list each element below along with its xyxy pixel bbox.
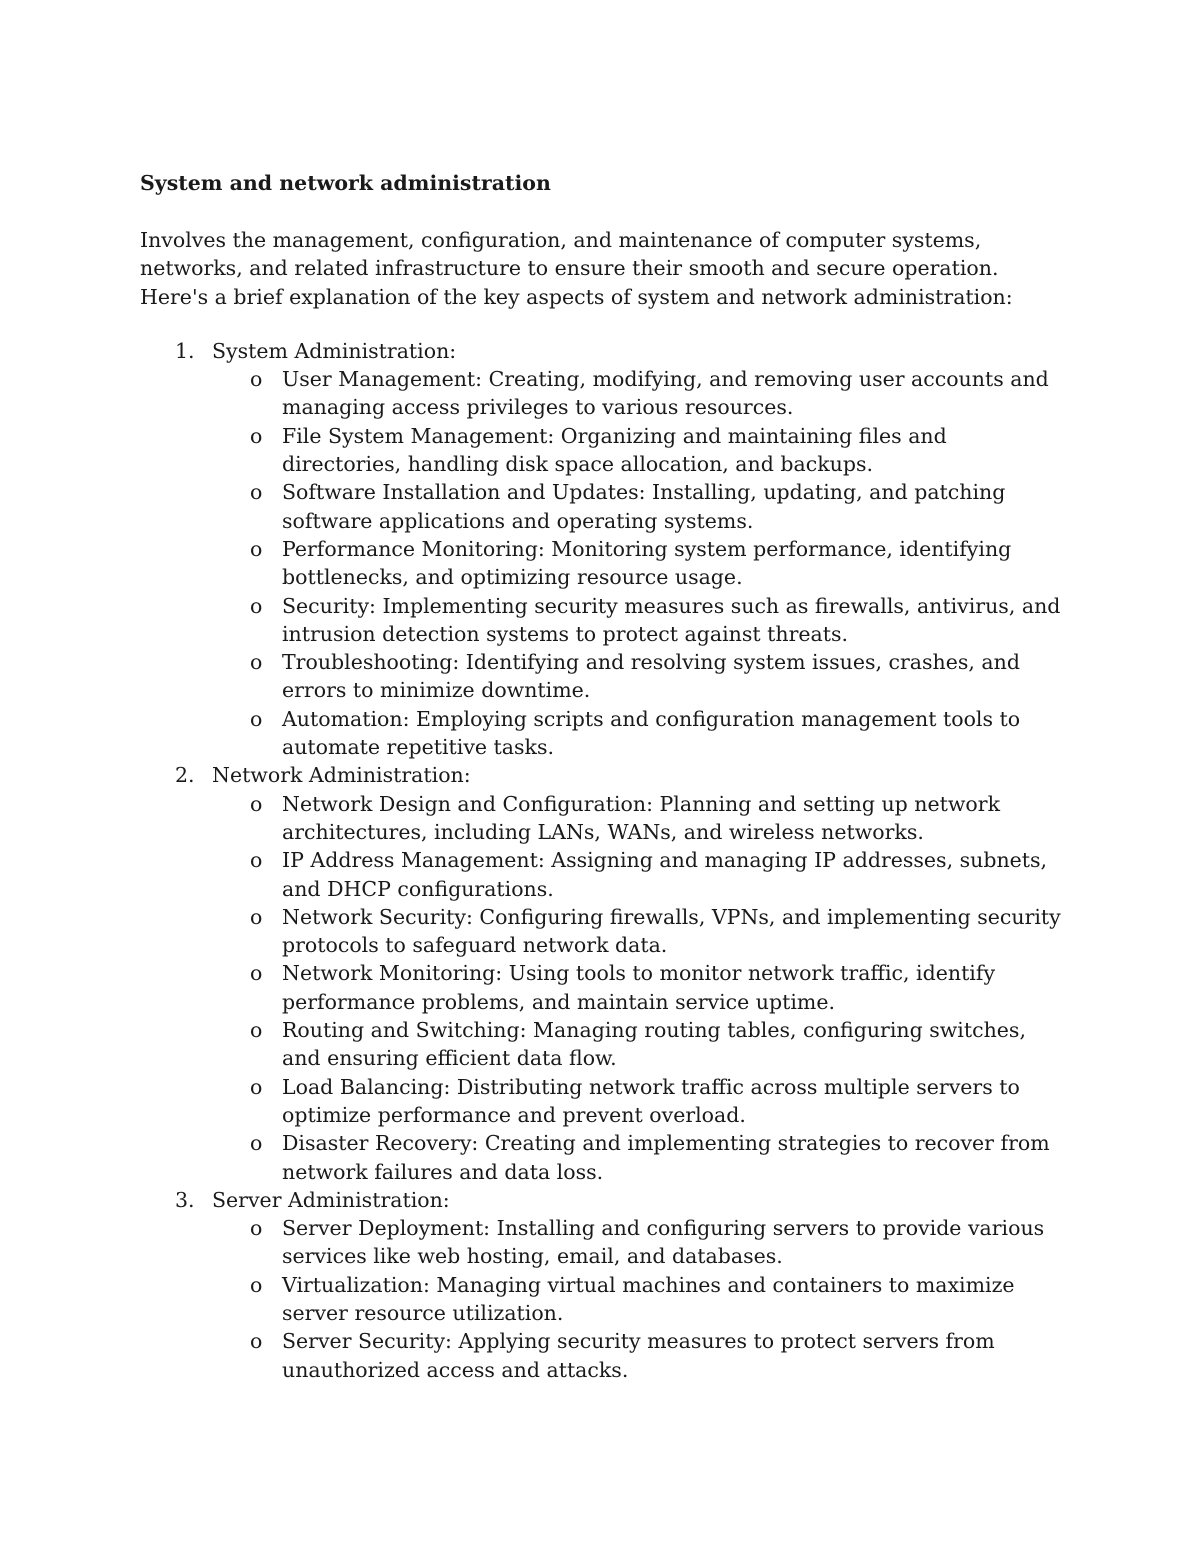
list-item-text: Software Installation and Updates: Installing, updating, and patching software applications and operating systems.: [282, 480, 1006, 533]
list-item: [212, 1073, 1070, 1130]
section-item: [140, 761, 1070, 1185]
list-item-text: Troubleshooting: Identifying and resolving system issues, crashes, and errors to minimize downtime.: [282, 650, 1020, 703]
bullet-icon: o: [250, 1074, 263, 1099]
list-item: [212, 648, 1070, 705]
list-item: [212, 535, 1070, 592]
list-item: [212, 365, 1070, 422]
intro-paragraph: Involves the management, configuration, and maintenance of computer systems, networks, and related infrastructure to ensure their smooth and secure operation. Here's a brief explanation of the key aspects of system and network administration:: [140, 228, 1013, 309]
list-item: [212, 592, 1070, 649]
section-heading: Server Administration:: [212, 1187, 450, 1212]
list-item-text: Network Monitoring: Using tools to monitor network traffic, identify performance problems, and maintain service uptime.: [282, 961, 996, 1014]
list-item-text: Automation: Employing scripts and configuration management tools to automate repetitive tasks.: [282, 706, 1021, 760]
bullet-icon: o: [250, 791, 263, 816]
list-item-text: Server Deployment: Installing and configuring servers to provide various services like web hosting, email, and databases.: [282, 1216, 1045, 1269]
list-item-text: Performance Monitoring: Monitoring system performance, identifying bottlenecks, and optimizing resource usage.: [282, 536, 1012, 590]
bullet-icon: o: [250, 961, 263, 986]
list-item-text: Network Security: Configuring firewalls, VPNs, and implementing security protocols to safeguard network data.: [282, 904, 1061, 958]
bullet-icon: o: [250, 706, 263, 731]
list-item: [212, 478, 1070, 535]
bullet-icon: o: [250, 536, 263, 561]
bullet-icon: o: [250, 650, 263, 675]
bullet-icon: o: [250, 1272, 263, 1297]
section-heading: System Administration:: [212, 338, 457, 363]
bullet-icon: o: [250, 1018, 263, 1043]
list-item: [212, 790, 1070, 847]
list-item: [212, 959, 1070, 1016]
list-item-text: Virtualization: Managing virtual machines and containers to maximize server resource utilization.: [282, 1272, 1015, 1325]
bullet-list: [212, 1214, 1070, 1384]
bullet-icon: o: [250, 1329, 263, 1354]
bullet-icon: o: [250, 848, 263, 873]
section-number: 1.: [175, 338, 195, 363]
list-item-text: User Management: Creating, modifying, and removing user accounts and managing access privileges to various resources.: [282, 367, 1049, 420]
list-item-text: Network Design and Configuration: Planning and setting up network architectures, including LANs, WANs, and wireless networks.: [282, 791, 1000, 844]
section-heading: Network Administration:: [212, 763, 471, 788]
list-item: [212, 1016, 1070, 1073]
list-item: [212, 1214, 1070, 1271]
bullet-icon: o: [250, 480, 263, 505]
document-title: System and network administration: [140, 171, 551, 195]
bullet-icon: o: [250, 1131, 263, 1156]
document-body: [140, 168, 1070, 1384]
list-item: [212, 705, 1070, 762]
list-item-text: Routing and Switching: Managing routing tables, configuring switches, and ensuring efficient data flow.: [282, 1018, 1026, 1071]
list-item: [212, 903, 1070, 960]
bullet-list: [212, 790, 1070, 1186]
bullet-icon: o: [250, 904, 263, 929]
list-item: [212, 1129, 1070, 1186]
section-list: [140, 337, 1070, 1384]
section-item: [140, 1186, 1070, 1384]
list-item-text: Load Balancing: Distributing network traffic across multiple servers to optimize performance and prevent overload.: [282, 1074, 1020, 1127]
list-item-text: Server Security: Applying security measures to protect servers from unauthorized access and attacks.: [282, 1329, 995, 1382]
list-item-text: Disaster Recovery: Creating and implementing strategies to recover from network failures and data loss.: [282, 1131, 1050, 1184]
list-item-text: Security: Implementing security measures such as firewalls, antivirus, and intrusion detection systems to protect against threats.: [282, 593, 1061, 646]
section-number: 3.: [175, 1187, 195, 1212]
list-item-text: IP Address Management: Assigning and managing IP addresses, subnets, and DHCP configurations.: [282, 848, 1048, 901]
section-item: [140, 337, 1070, 761]
bullet-icon: o: [250, 367, 263, 392]
list-item: [212, 846, 1070, 903]
bullet-icon: o: [250, 593, 263, 618]
list-item: [212, 1271, 1070, 1328]
bullet-icon: o: [250, 1216, 263, 1241]
list-item: [212, 1327, 1070, 1384]
list-item-text: File System Management: Organizing and maintaining files and directories, handling disk space allocation, and backups.: [282, 423, 947, 477]
bullet-icon: o: [250, 423, 263, 448]
bullet-list: [212, 365, 1070, 761]
list-item: [212, 422, 1070, 479]
section-number: 2.: [175, 763, 195, 788]
